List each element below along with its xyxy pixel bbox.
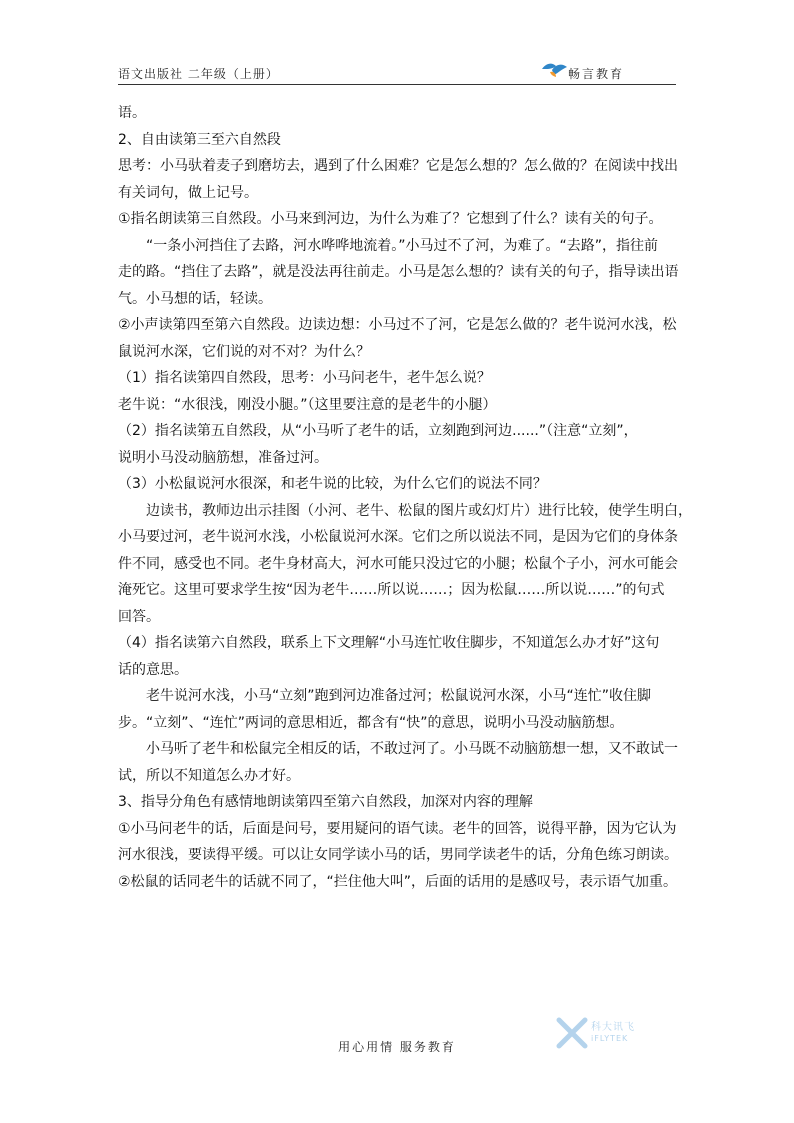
text-line: 步。“立刻”、“连忙”两词的意思相近，都含有“快”的意思，说明小马没动脑筋想。 [118, 714, 624, 731]
text-line: ①小马问老牛的话，后面是问号，要用疑问的语气读。老牛的回答，说得平静，因为它认为 [118, 820, 677, 837]
text-line: 走的路。“挡住了去路”，就是没法再往前走。小马是怎么想的？读有关的句子，指导读出语 [118, 264, 679, 280]
bird-logo-icon [540, 60, 568, 80]
text-line: （3）小松鼠说河水很深，和老牛说的比较，为什么它们的说法不同？ [118, 476, 547, 492]
text-line: “一条小河挡住了去路，河水哗哗地流着。”小马过不了河，为难了。“去路”，指往前 [146, 237, 659, 254]
header-publisher-grade: 语文出版社 二年级（上册） [118, 67, 279, 81]
text-line: 思考：小马驮着麦子到磨坊去，遇到了什么困难？它是怎么想的？怎么做的？在阅读中找出 [118, 158, 678, 174]
text-line: 小马听了老牛和松鼠完全相反的话，不敢过河了。小马既不动脑筋想一想，又不敢试一 [146, 741, 678, 757]
text-line: 气。小马想的话，轻读。 [118, 290, 272, 307]
text-line: （4）指名读第六自然段，联系上下文理解“小马连忙收住脚步，不知道怎么办才好”这句 [118, 635, 660, 651]
section-heading: 2、自由读第三至六自然段 [118, 131, 281, 148]
text-line: 边读书，教师边出示挂图（小河、老牛、松鼠的图片或幻灯片）进行比较，使学生明白， [146, 502, 692, 519]
document-body [118, 100, 692, 895]
section-heading: 3、指导分角色有感情地朗读第四至第六自然段，加深对内容的理解 [118, 794, 533, 810]
text-line: ②松鼠的话同老牛的话就不同了，“拦住他大叫”，后面的话用的是感叹号，表示语气加重。 [118, 873, 678, 890]
header-rule [118, 84, 676, 85]
text-line: 老牛说河水浅，小马“立刻”跑到河边准备过河；松鼠说河水深，小马“连忙”收住脚 [146, 688, 652, 704]
text-line: 淹死它。这里可要求学生按“因为老牛……所以说……；因为松鼠……所以说……”的句式 [118, 582, 665, 598]
text-line: ②小声读第四至第六自然段。边读边想：小马过不了河，它是怎么做的？老牛说河水浅，松 [118, 317, 677, 333]
text-line: 说明小马没动脑筋想，准备过河。 [118, 449, 328, 466]
text-line: 有关词句，做上记号。 [118, 184, 258, 201]
page-footer: 用心用情 服务教育 [338, 1040, 456, 1054]
text-line: 鼠说河水深，它们说的对不对？为什么？ [118, 343, 370, 360]
text-line: ①指名朗读第三自然段。小马来到河边，为什么为难了？它想到了什么？读有关的句子。 [118, 211, 663, 227]
text-line: 回答。 [118, 608, 160, 625]
page-header [118, 60, 676, 84]
text-line: 河水很浅，要读得平缓。可以让女同学读小马的话，男同学读老牛的话，分角色练习朗读。 [118, 847, 678, 863]
header-brand: 畅言教育 [568, 67, 625, 81]
text-line: 件不同，感受也不同。老牛身材高大，河水可能只没过它的小腿；松鼠个子小，河水可能会 [118, 555, 678, 572]
text-line: 试，所以不知道怎么办才好。 [118, 767, 300, 784]
text-line: 老牛说：“水很浅，刚没小腿。”（这里要注意的是老牛的小腿） [118, 396, 497, 413]
watermark-text-en: iFLYTEK [591, 1034, 629, 1043]
text-line: 语。 [118, 105, 146, 121]
text-line: （2）指名读第五自然段，从“小马听了老牛的话，立刻跑到河边......”（注意“立刻”， [118, 423, 638, 439]
text-line: 话的意思。 [118, 661, 188, 678]
text-line: （1）指名读第四自然段，思考：小马问老牛，老牛怎么说？ [118, 370, 491, 386]
text-line: 小马要过河，老牛说河水浅，小松鼠说河水深。它们之所以说法不同，是因为它们的身体条 [118, 529, 678, 545]
watermark-text-cn: 科大讯飞 [591, 1022, 635, 1033]
